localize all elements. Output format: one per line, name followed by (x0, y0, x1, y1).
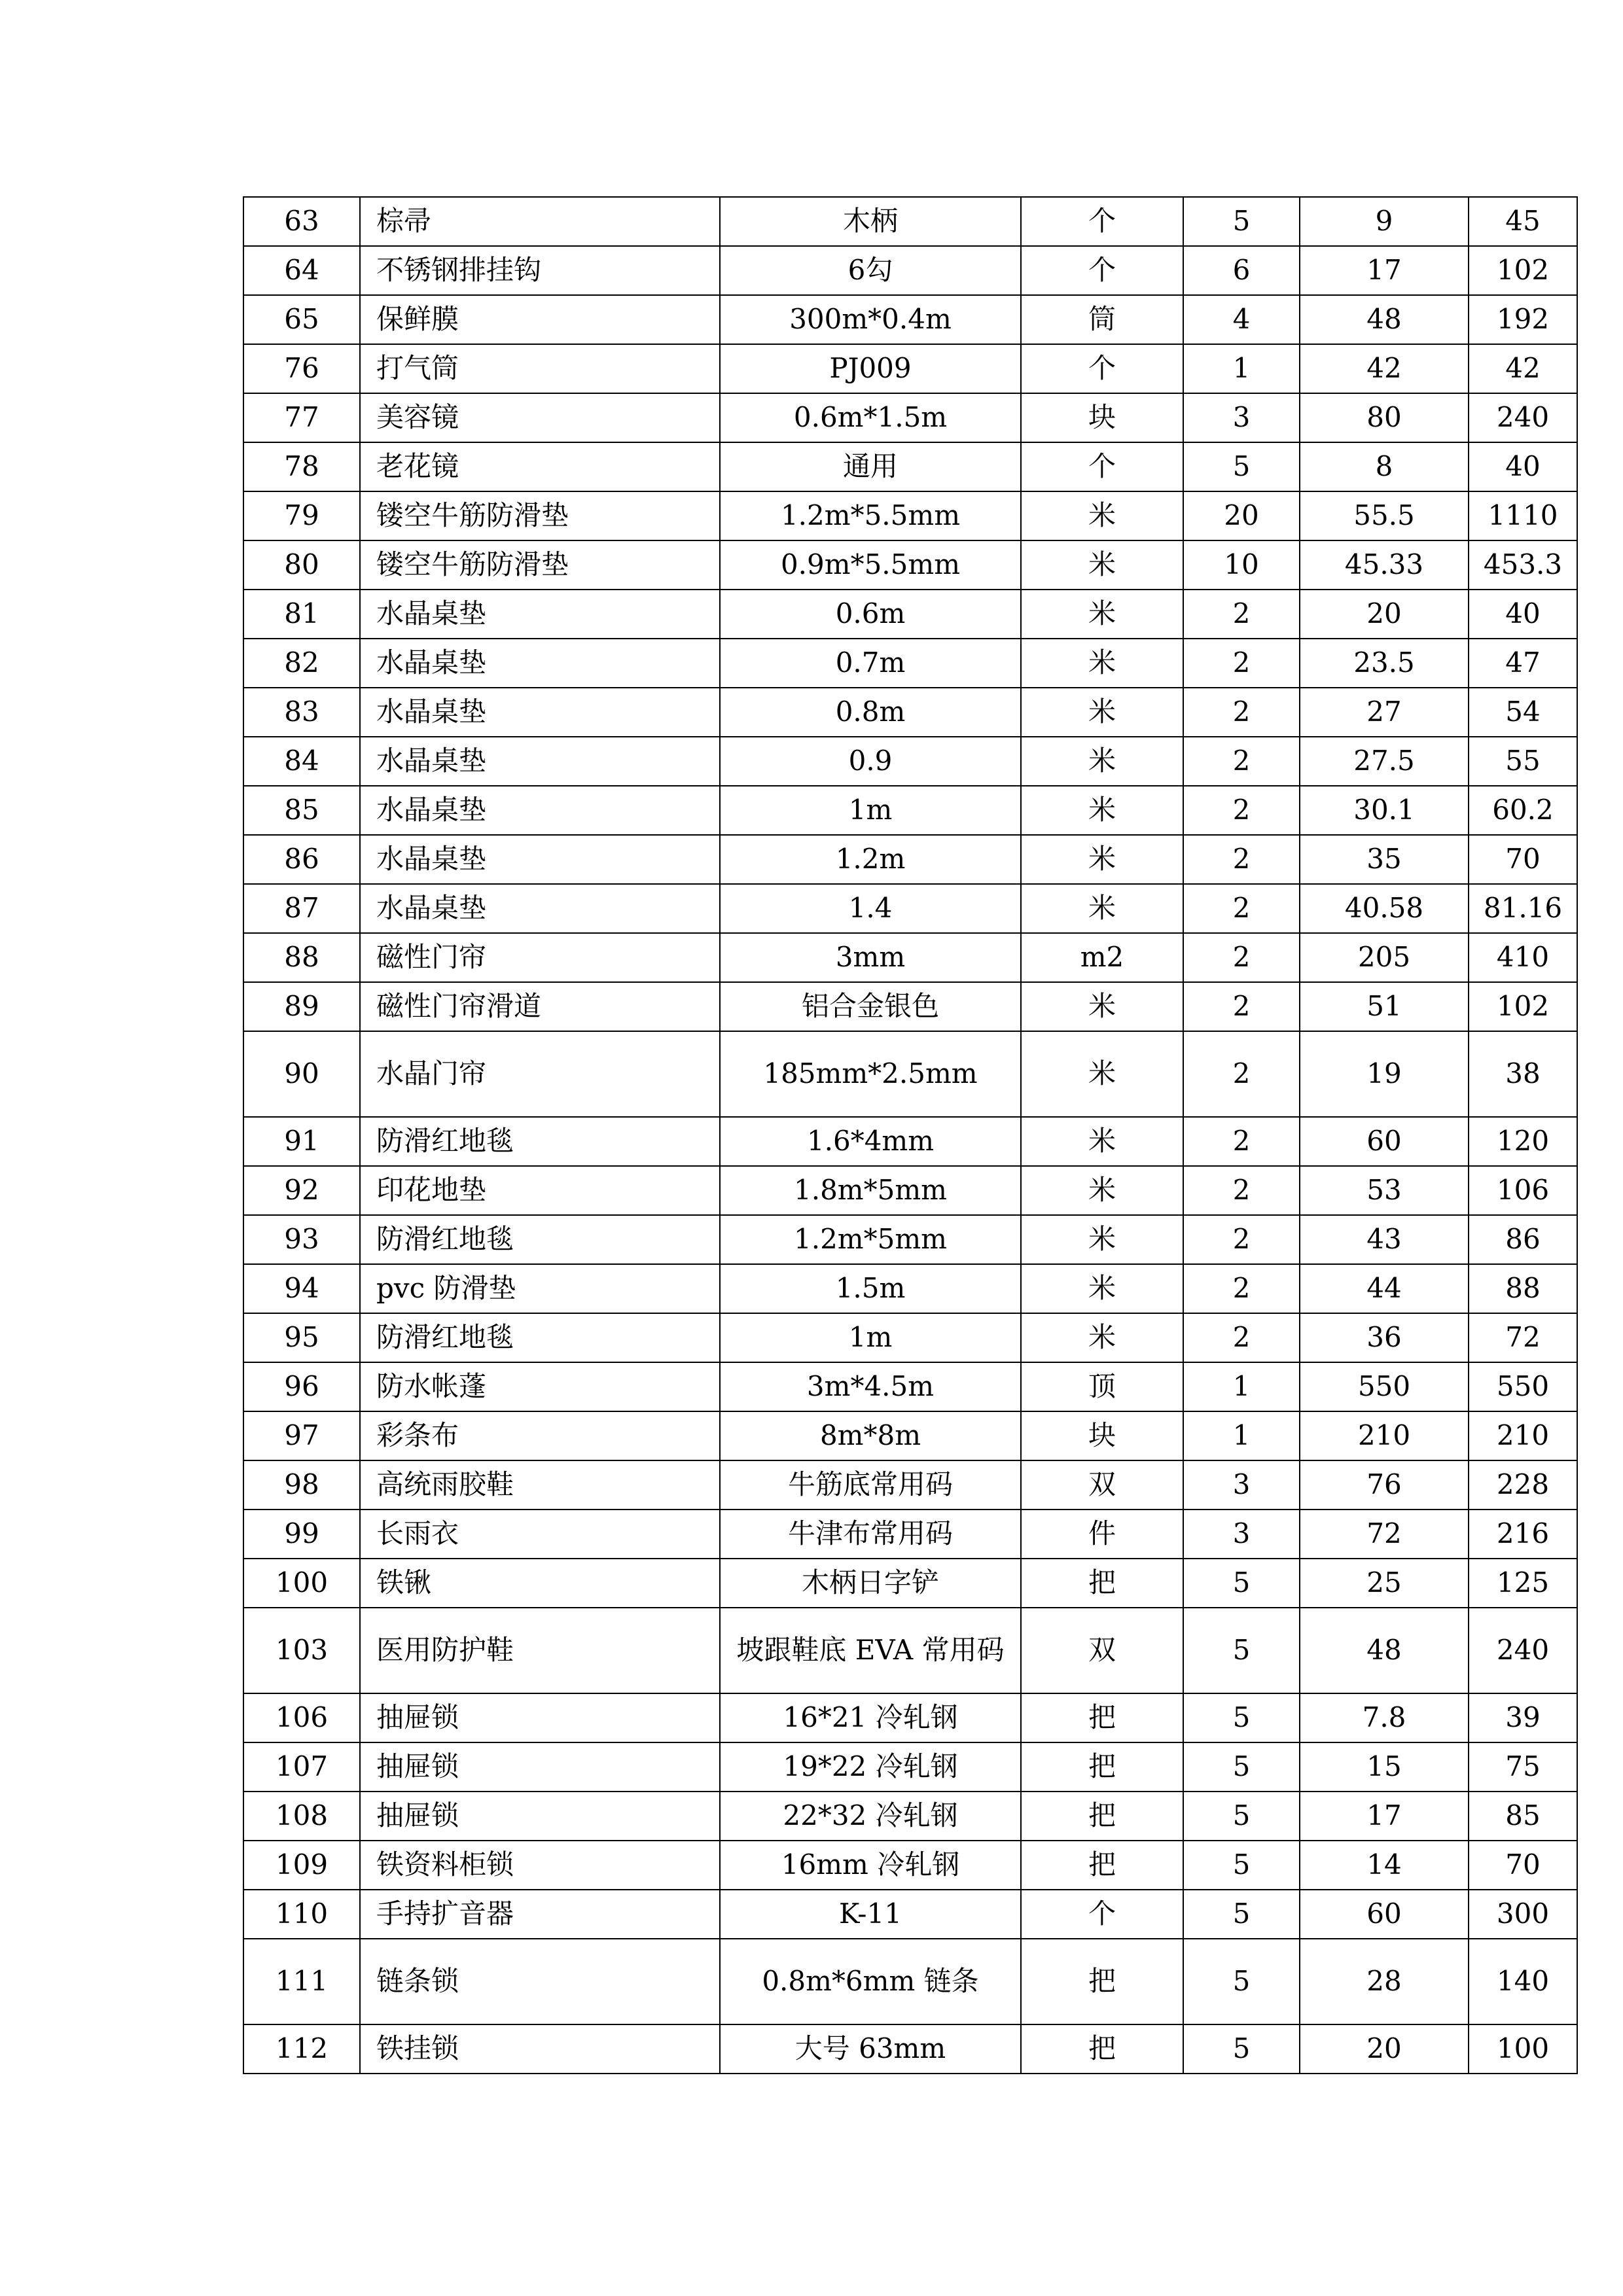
item-unit-cell: 双 (1021, 1460, 1183, 1510)
item-unit-price-cell: 55.5 (1300, 491, 1469, 540)
item-spec-cell: 300m*0.4m (720, 295, 1021, 344)
item-number-cell: 87 (243, 884, 360, 933)
item-unit-price-cell: 60 (1300, 1890, 1469, 1939)
table-row (243, 933, 1577, 982)
item-spec-cell: 8m*8m (720, 1411, 1021, 1460)
item-name-cell: 防水帐蓬 (360, 1362, 720, 1411)
item-quantity-cell: 3 (1183, 1460, 1300, 1510)
item-unit-price-cell: 42 (1300, 344, 1469, 393)
table-row (243, 197, 1577, 246)
item-name-cell: 棕帚 (360, 197, 720, 246)
item-spec-cell: 1.6*4mm (720, 1117, 1021, 1166)
item-unit-cell: 米 (1021, 1264, 1183, 1313)
item-unit-cell: 米 (1021, 884, 1183, 933)
item-total-cell: 125 (1469, 1559, 1577, 1608)
item-quantity-cell: 5 (1183, 442, 1300, 491)
item-quantity-cell: 2 (1183, 590, 1300, 639)
item-unit-price-cell: 44 (1300, 1264, 1469, 1313)
item-number-cell: 111 (243, 1939, 360, 2024)
item-number-cell: 65 (243, 295, 360, 344)
item-spec-cell: 19*22 冷轧钢 (720, 1742, 1021, 1792)
item-total-cell: 85 (1469, 1792, 1577, 1841)
item-total-cell: 60.2 (1469, 786, 1577, 835)
item-number-cell: 84 (243, 737, 360, 786)
table-row (243, 590, 1577, 639)
table-row (243, 884, 1577, 933)
procurement-table (243, 196, 1578, 2074)
item-name-cell: 抽屉锁 (360, 1693, 720, 1742)
item-name-cell: 印花地垫 (360, 1166, 720, 1215)
item-spec-cell: 1m (720, 786, 1021, 835)
table-row (243, 442, 1577, 491)
item-number-cell: 95 (243, 1313, 360, 1362)
item-total-cell: 75 (1469, 1742, 1577, 1792)
item-spec-cell: 6勾 (720, 246, 1021, 295)
item-quantity-cell: 2 (1183, 1117, 1300, 1166)
item-spec-cell: 16*21 冷轧钢 (720, 1693, 1021, 1742)
item-quantity-cell: 3 (1183, 1510, 1300, 1559)
item-name-cell: 水晶门帘 (360, 1031, 720, 1117)
item-spec-cell: 0.6m*1.5m (720, 393, 1021, 442)
item-total-cell: 86 (1469, 1215, 1577, 1264)
item-spec-cell: 木柄日字铲 (720, 1559, 1021, 1608)
item-name-cell: 长雨衣 (360, 1510, 720, 1559)
item-quantity-cell: 2 (1183, 639, 1300, 688)
item-number-cell: 85 (243, 786, 360, 835)
item-total-cell: 210 (1469, 1411, 1577, 1460)
item-name-cell: 镂空牛筋防滑垫 (360, 540, 720, 590)
item-unit-cell: 米 (1021, 1031, 1183, 1117)
item-number-cell: 93 (243, 1215, 360, 1264)
item-unit-cell: 米 (1021, 982, 1183, 1031)
item-quantity-cell: 2 (1183, 1313, 1300, 1362)
item-name-cell: 水晶桌垫 (360, 786, 720, 835)
item-unit-cell: 米 (1021, 1166, 1183, 1215)
item-name-cell: 磁性门帘 (360, 933, 720, 982)
item-unit-cell: 个 (1021, 197, 1183, 246)
item-total-cell: 106 (1469, 1166, 1577, 1215)
item-number-cell: 106 (243, 1693, 360, 1742)
item-name-cell: 链条锁 (360, 1939, 720, 2024)
item-unit-cell: m2 (1021, 933, 1183, 982)
item-number-cell: 80 (243, 540, 360, 590)
item-unit-price-cell: 72 (1300, 1510, 1469, 1559)
item-total-cell: 410 (1469, 933, 1577, 982)
item-number-cell: 63 (243, 197, 360, 246)
item-name-cell: 抽屉锁 (360, 1792, 720, 1841)
item-number-cell: 96 (243, 1362, 360, 1411)
item-number-cell: 97 (243, 1411, 360, 1460)
item-spec-cell: 0.6m (720, 590, 1021, 639)
item-total-cell: 72 (1469, 1313, 1577, 1362)
item-total-cell: 228 (1469, 1460, 1577, 1510)
item-total-cell: 70 (1469, 1841, 1577, 1890)
item-number-cell: 100 (243, 1559, 360, 1608)
item-unit-price-cell: 20 (1300, 590, 1469, 639)
item-spec-cell: 0.8m (720, 688, 1021, 737)
item-spec-cell: 牛津布常用码 (720, 1510, 1021, 1559)
item-name-cell: 手持扩音器 (360, 1890, 720, 1939)
item-unit-price-cell: 14 (1300, 1841, 1469, 1890)
item-unit-price-cell: 25 (1300, 1559, 1469, 1608)
item-spec-cell: 22*32 冷轧钢 (720, 1792, 1021, 1841)
item-quantity-cell: 2 (1183, 884, 1300, 933)
item-spec-cell: 0.8m*6mm 链条 (720, 1939, 1021, 2024)
item-unit-cell: 把 (1021, 1792, 1183, 1841)
item-spec-cell: PJ009 (720, 344, 1021, 393)
item-unit-price-cell: 51 (1300, 982, 1469, 1031)
item-quantity-cell: 5 (1183, 2024, 1300, 2074)
item-unit-price-cell: 20 (1300, 2024, 1469, 2074)
table-row (243, 1693, 1577, 1742)
item-quantity-cell: 5 (1183, 1792, 1300, 1841)
item-unit-cell: 把 (1021, 2024, 1183, 2074)
item-unit-cell: 个 (1021, 344, 1183, 393)
item-quantity-cell: 5 (1183, 1608, 1300, 1693)
item-name-cell: 打气筒 (360, 344, 720, 393)
item-number-cell: 83 (243, 688, 360, 737)
item-number-cell: 86 (243, 835, 360, 884)
item-number-cell: 110 (243, 1890, 360, 1939)
item-name-cell: 水晶桌垫 (360, 590, 720, 639)
item-number-cell: 94 (243, 1264, 360, 1313)
table-row (243, 1264, 1577, 1313)
table-row (243, 737, 1577, 786)
item-spec-cell: 1.2m*5mm (720, 1215, 1021, 1264)
item-unit-price-cell: 7.8 (1300, 1693, 1469, 1742)
item-total-cell: 120 (1469, 1117, 1577, 1166)
item-name-cell: 防滑红地毯 (360, 1313, 720, 1362)
item-total-cell: 70 (1469, 835, 1577, 884)
item-unit-price-cell: 40.58 (1300, 884, 1469, 933)
item-unit-cell: 米 (1021, 786, 1183, 835)
item-name-cell: 镂空牛筋防滑垫 (360, 491, 720, 540)
item-total-cell: 240 (1469, 393, 1577, 442)
item-unit-cell: 块 (1021, 1411, 1183, 1460)
item-spec-cell: 0.7m (720, 639, 1021, 688)
table-row (243, 540, 1577, 590)
table-row (243, 246, 1577, 295)
item-number-cell: 78 (243, 442, 360, 491)
item-quantity-cell: 2 (1183, 1166, 1300, 1215)
table-row (243, 786, 1577, 835)
item-unit-cell: 个 (1021, 1890, 1183, 1939)
table-row (243, 1460, 1577, 1510)
item-quantity-cell: 5 (1183, 1841, 1300, 1890)
item-number-cell: 92 (243, 1166, 360, 1215)
item-total-cell: 192 (1469, 295, 1577, 344)
table-row (243, 639, 1577, 688)
item-quantity-cell: 1 (1183, 1411, 1300, 1460)
item-unit-price-cell: 45.33 (1300, 540, 1469, 590)
item-unit-cell: 件 (1021, 1510, 1183, 1559)
item-spec-cell: 木柄 (720, 197, 1021, 246)
item-unit-price-cell: 27 (1300, 688, 1469, 737)
item-unit-price-cell: 80 (1300, 393, 1469, 442)
item-total-cell: 40 (1469, 590, 1577, 639)
item-unit-price-cell: 76 (1300, 1460, 1469, 1510)
item-name-cell: 水晶桌垫 (360, 884, 720, 933)
item-quantity-cell: 2 (1183, 835, 1300, 884)
table-row (243, 1411, 1577, 1460)
item-spec-cell: 1.4 (720, 884, 1021, 933)
item-unit-cell: 把 (1021, 1742, 1183, 1792)
item-unit-cell: 米 (1021, 491, 1183, 540)
item-unit-cell: 米 (1021, 835, 1183, 884)
item-name-cell: 高统雨胶鞋 (360, 1460, 720, 1510)
item-unit-cell: 把 (1021, 1939, 1183, 2024)
table-row (243, 1166, 1577, 1215)
item-quantity-cell: 4 (1183, 295, 1300, 344)
table-row (243, 1559, 1577, 1608)
item-unit-price-cell: 210 (1300, 1411, 1469, 1460)
item-unit-price-cell: 35 (1300, 835, 1469, 884)
item-unit-price-cell: 53 (1300, 1166, 1469, 1215)
item-unit-cell: 个 (1021, 442, 1183, 491)
item-spec-cell: 铝合金银色 (720, 982, 1021, 1031)
item-quantity-cell: 2 (1183, 737, 1300, 786)
item-unit-cell: 个 (1021, 246, 1183, 295)
item-unit-cell: 顶 (1021, 1362, 1183, 1411)
item-quantity-cell: 2 (1183, 933, 1300, 982)
item-quantity-cell: 10 (1183, 540, 1300, 590)
item-name-cell: 老花镜 (360, 442, 720, 491)
item-quantity-cell: 2 (1183, 1031, 1300, 1117)
table-row (243, 982, 1577, 1031)
item-spec-cell: 185mm*2.5mm (720, 1031, 1021, 1117)
item-spec-cell: 牛筋底常用码 (720, 1460, 1021, 1510)
item-unit-cell: 米 (1021, 1215, 1183, 1264)
item-unit-cell: 米 (1021, 639, 1183, 688)
table-row (243, 1841, 1577, 1890)
item-total-cell: 216 (1469, 1510, 1577, 1559)
item-unit-price-cell: 27.5 (1300, 737, 1469, 786)
item-spec-cell: 0.9m*5.5mm (720, 540, 1021, 590)
item-unit-price-cell: 205 (1300, 933, 1469, 982)
item-unit-price-cell: 17 (1300, 246, 1469, 295)
item-unit-cell: 筒 (1021, 295, 1183, 344)
item-quantity-cell: 1 (1183, 1362, 1300, 1411)
item-number-cell: 112 (243, 2024, 360, 2074)
item-unit-cell: 把 (1021, 1693, 1183, 1742)
item-quantity-cell: 5 (1183, 197, 1300, 246)
item-name-cell: 保鲜膜 (360, 295, 720, 344)
item-number-cell: 76 (243, 344, 360, 393)
item-unit-cell: 把 (1021, 1559, 1183, 1608)
item-unit-cell: 米 (1021, 1117, 1183, 1166)
table-row (243, 1792, 1577, 1841)
item-number-cell: 88 (243, 933, 360, 982)
item-name-cell: 铁挂锁 (360, 2024, 720, 2074)
item-number-cell: 64 (243, 246, 360, 295)
item-name-cell: 水晶桌垫 (360, 835, 720, 884)
item-quantity-cell: 2 (1183, 786, 1300, 835)
item-number-cell: 79 (243, 491, 360, 540)
table-row (243, 1362, 1577, 1411)
item-unit-price-cell: 23.5 (1300, 639, 1469, 688)
item-total-cell: 88 (1469, 1264, 1577, 1313)
item-unit-price-cell: 36 (1300, 1313, 1469, 1362)
item-number-cell: 103 (243, 1608, 360, 1693)
item-unit-price-cell: 48 (1300, 295, 1469, 344)
item-number-cell: 107 (243, 1742, 360, 1792)
table-row (243, 1890, 1577, 1939)
item-unit-cell: 米 (1021, 737, 1183, 786)
item-name-cell: 彩条布 (360, 1411, 720, 1460)
item-quantity-cell: 6 (1183, 246, 1300, 295)
item-total-cell: 102 (1469, 982, 1577, 1031)
item-spec-cell: 1.2m*5.5mm (720, 491, 1021, 540)
item-total-cell: 39 (1469, 1693, 1577, 1742)
item-quantity-cell: 2 (1183, 982, 1300, 1031)
item-unit-cell: 米 (1021, 688, 1183, 737)
item-total-cell: 81.16 (1469, 884, 1577, 933)
item-total-cell: 55 (1469, 737, 1577, 786)
item-quantity-cell: 3 (1183, 393, 1300, 442)
table-row (243, 1608, 1577, 1693)
item-name-cell: 水晶桌垫 (360, 639, 720, 688)
item-spec-cell: 3mm (720, 933, 1021, 982)
table-row (243, 491, 1577, 540)
item-total-cell: 550 (1469, 1362, 1577, 1411)
item-number-cell: 90 (243, 1031, 360, 1117)
item-unit-cell: 双 (1021, 1608, 1183, 1693)
table-row (243, 688, 1577, 737)
item-unit-price-cell: 43 (1300, 1215, 1469, 1264)
item-name-cell: 铁资料柜锁 (360, 1841, 720, 1890)
item-spec-cell: 通用 (720, 442, 1021, 491)
item-quantity-cell: 5 (1183, 1890, 1300, 1939)
item-total-cell: 140 (1469, 1939, 1577, 2024)
item-spec-cell: 0.9 (720, 737, 1021, 786)
item-quantity-cell: 5 (1183, 1939, 1300, 2024)
item-total-cell: 47 (1469, 639, 1577, 688)
item-total-cell: 453.3 (1469, 540, 1577, 590)
item-name-cell: 抽屉锁 (360, 1742, 720, 1792)
item-spec-cell: 大号 63mm (720, 2024, 1021, 2074)
item-name-cell: 医用防护鞋 (360, 1608, 720, 1693)
item-total-cell: 54 (1469, 688, 1577, 737)
item-quantity-cell: 2 (1183, 1215, 1300, 1264)
item-quantity-cell: 1 (1183, 344, 1300, 393)
item-total-cell: 45 (1469, 197, 1577, 246)
item-number-cell: 77 (243, 393, 360, 442)
item-total-cell: 300 (1469, 1890, 1577, 1939)
table-row (243, 344, 1577, 393)
item-number-cell: 91 (243, 1117, 360, 1166)
item-spec-cell: 1m (720, 1313, 1021, 1362)
item-spec-cell: 1.8m*5mm (720, 1166, 1021, 1215)
item-name-cell: 防滑红地毯 (360, 1215, 720, 1264)
table-body (243, 197, 1577, 2074)
item-total-cell: 42 (1469, 344, 1577, 393)
item-name-cell: 美容镜 (360, 393, 720, 442)
item-number-cell: 98 (243, 1460, 360, 1510)
item-unit-cell: 米 (1021, 540, 1183, 590)
item-number-cell: 82 (243, 639, 360, 688)
table-row (243, 1031, 1577, 1117)
item-number-cell: 109 (243, 1841, 360, 1890)
item-quantity-cell: 5 (1183, 1742, 1300, 1792)
item-total-cell: 100 (1469, 2024, 1577, 2074)
item-quantity-cell: 20 (1183, 491, 1300, 540)
item-unit-price-cell: 30.1 (1300, 786, 1469, 835)
item-quantity-cell: 2 (1183, 1264, 1300, 1313)
item-quantity-cell: 5 (1183, 1559, 1300, 1608)
item-name-cell: 水晶桌垫 (360, 688, 720, 737)
item-spec-cell: 3m*4.5m (720, 1362, 1021, 1411)
item-total-cell: 38 (1469, 1031, 1577, 1117)
table-row (243, 1742, 1577, 1792)
table-row (243, 835, 1577, 884)
item-spec-cell: 坡跟鞋底 EVA 常用码 (720, 1608, 1021, 1693)
table-row (243, 295, 1577, 344)
item-spec-cell: 1.5m (720, 1264, 1021, 1313)
item-number-cell: 89 (243, 982, 360, 1031)
item-unit-price-cell: 17 (1300, 1792, 1469, 1841)
item-unit-price-cell: 550 (1300, 1362, 1469, 1411)
item-unit-cell: 把 (1021, 1841, 1183, 1890)
table-row (243, 1510, 1577, 1559)
item-total-cell: 240 (1469, 1608, 1577, 1693)
item-unit-cell: 米 (1021, 1313, 1183, 1362)
item-total-cell: 102 (1469, 246, 1577, 295)
item-spec-cell: K-11 (720, 1890, 1021, 1939)
item-unit-price-cell: 9 (1300, 197, 1469, 246)
table-row (243, 1215, 1577, 1264)
item-spec-cell: 1.2m (720, 835, 1021, 884)
table-row (243, 393, 1577, 442)
item-unit-price-cell: 28 (1300, 1939, 1469, 2024)
item-number-cell: 108 (243, 1792, 360, 1841)
item-total-cell: 40 (1469, 442, 1577, 491)
item-unit-price-cell: 48 (1300, 1608, 1469, 1693)
table-row (243, 1313, 1577, 1362)
item-name-cell: 铁锹 (360, 1559, 720, 1608)
item-quantity-cell: 2 (1183, 688, 1300, 737)
item-unit-price-cell: 15 (1300, 1742, 1469, 1792)
table-row (243, 1939, 1577, 2024)
item-unit-cell: 米 (1021, 590, 1183, 639)
item-name-cell: pvc 防滑垫 (360, 1264, 720, 1313)
item-number-cell: 99 (243, 1510, 360, 1559)
item-name-cell: 磁性门帘滑道 (360, 982, 720, 1031)
table-row (243, 2024, 1577, 2074)
item-number-cell: 81 (243, 590, 360, 639)
item-total-cell: 1110 (1469, 491, 1577, 540)
item-name-cell: 不锈钢排挂钩 (360, 246, 720, 295)
item-name-cell: 水晶桌垫 (360, 737, 720, 786)
item-unit-cell: 块 (1021, 393, 1183, 442)
item-name-cell: 防滑红地毯 (360, 1117, 720, 1166)
item-spec-cell: 16mm 冷轧钢 (720, 1841, 1021, 1890)
item-unit-price-cell: 19 (1300, 1031, 1469, 1117)
item-unit-price-cell: 8 (1300, 442, 1469, 491)
item-unit-price-cell: 60 (1300, 1117, 1469, 1166)
item-quantity-cell: 5 (1183, 1693, 1300, 1742)
table-row (243, 1117, 1577, 1166)
